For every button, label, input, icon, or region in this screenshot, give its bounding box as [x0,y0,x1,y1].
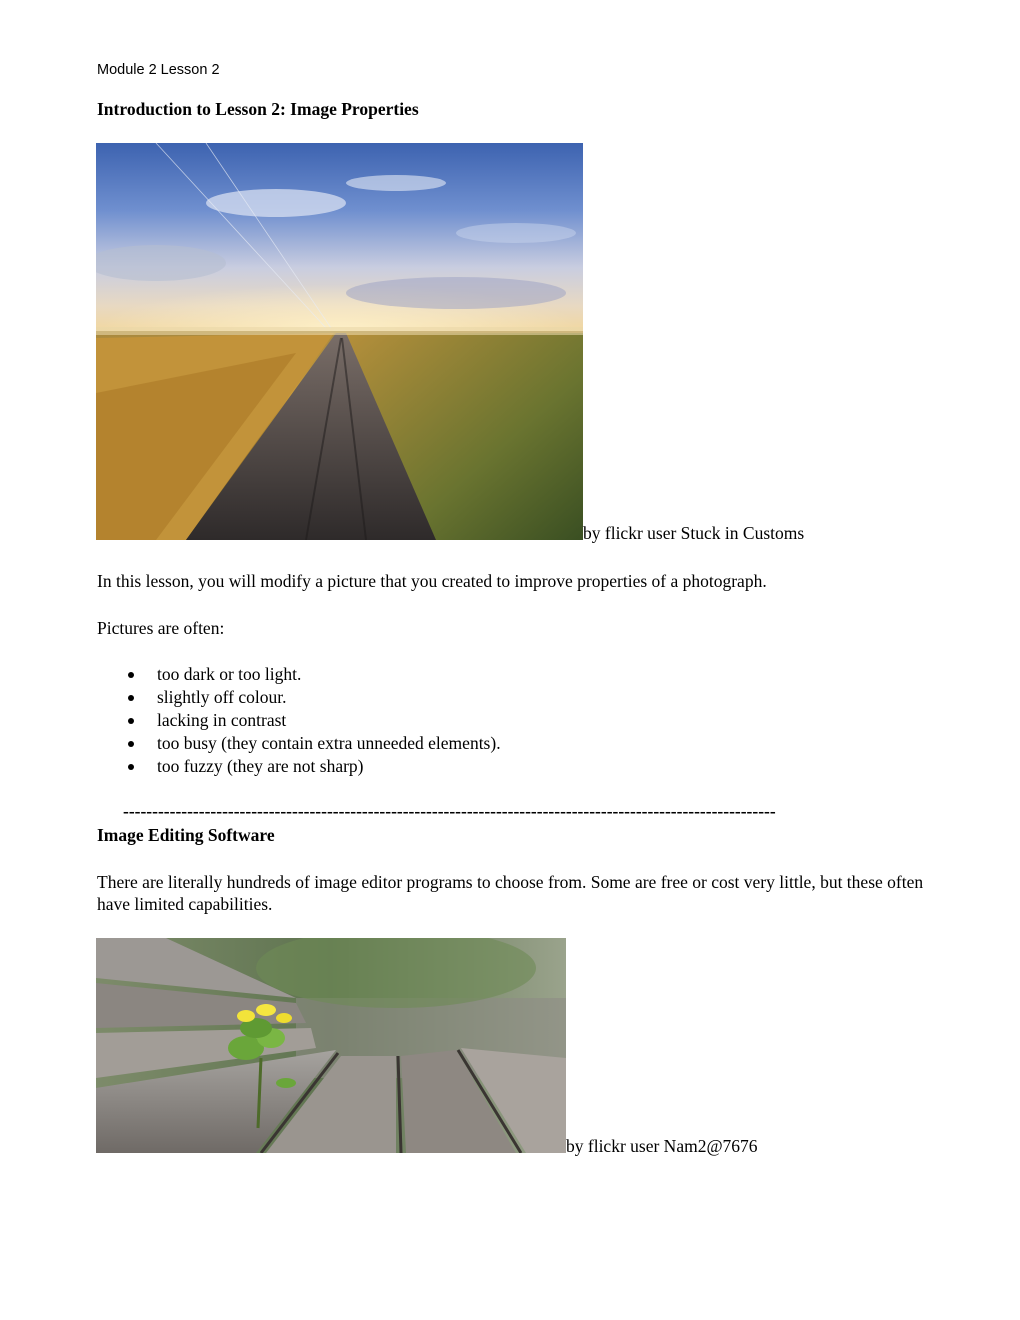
list-item: too fuzzy (they are not sharp) [97,755,501,778]
photo1-caption: by flickr user Stuck in Customs [583,522,805,543]
bullet-icon [128,741,134,747]
bullet-icon [128,718,134,724]
bullet-icon [128,695,134,701]
software-paragraph: There are literally hundreds of image editor programs to choose from. Some are free or cost very little, but these often have limited capabilities. [97,872,924,914]
bullet-icon [128,672,134,678]
bullet-icon [128,764,134,770]
photo-row-road [96,143,805,543]
photo2-caption: by flickr user Nam2@7676 [566,1135,758,1156]
list-item: too dark or too light. [97,663,501,686]
road-field-photo [96,143,583,540]
list-item: slightly off colour. [97,686,501,709]
photo-row-bench [96,938,758,1156]
bench-sprout-photo [96,938,566,1153]
list-item: too busy (they contain extra unneeded elements). [97,732,501,755]
dashed-divider: ---------------------------------------------------------------------------------------------------------------- [123,801,776,821]
intro-heading: Introduction to Lesson 2: Image Properties [97,99,419,119]
list-item: lacking in contrast [97,709,501,732]
intro-paragraph: In this lesson, you will modify a picture that you created to improve properties of a photograph. [97,571,767,591]
module-label: Module 2 Lesson 2 [97,62,220,78]
problem-list [97,663,501,778]
software-heading: Image Editing Software [97,825,275,845]
often-lead: Pictures are often: [97,618,225,638]
